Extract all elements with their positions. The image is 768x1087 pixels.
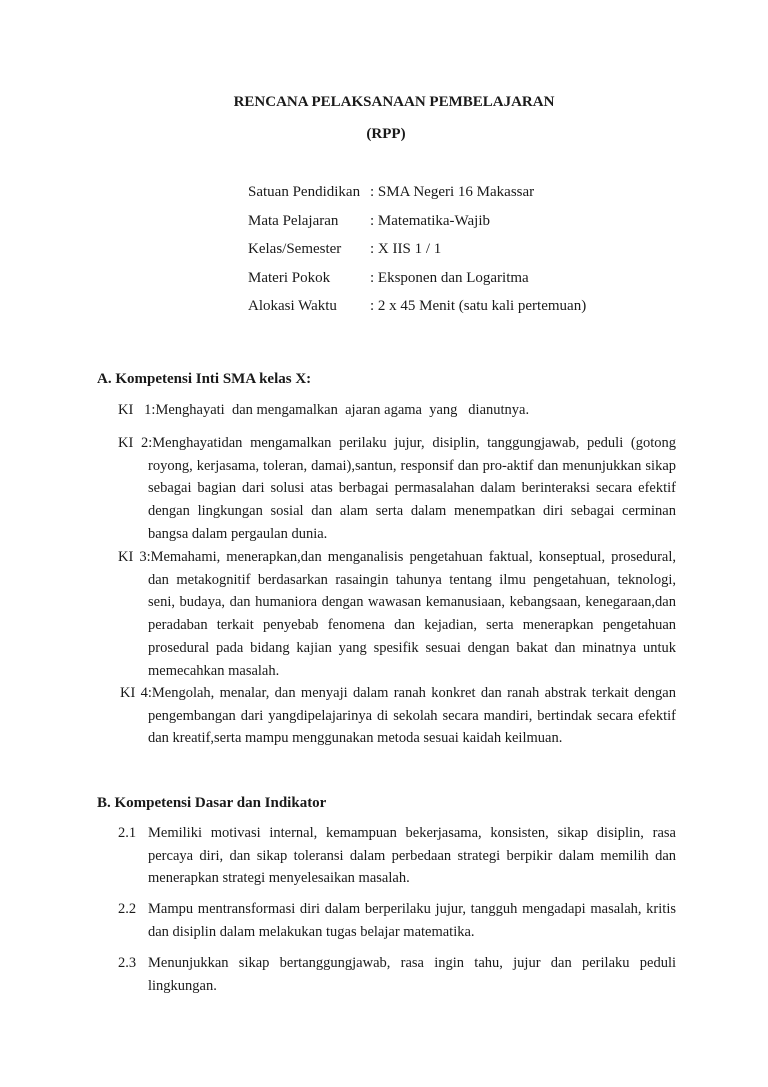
- kd-item-body: Menunjukkan sikap bertanggungjawab, rasa ingin tahu, jujur dan perilaku peduli lingkungan.: [148, 955, 676, 994]
- ki-item-text: KI 2:Menghayatidan mengamalkan perilaku jujur, disiplin, tanggungjawab, peduli (gotong royong, kerjasama, toleran, damai),santun, responsif dan pro-aktif dan menunjukkan sikap sebagai bagian dari solusi atas berbagai permasalahan dalam berinteraksi secara efektif dengan lingkungan sosial dan alam serta dalam menempatkan diri sebagai cerminan bangsa dalam pergaulan dunia.: [118, 435, 676, 542]
- kd-item-number: 2.1: [118, 825, 137, 841]
- identity-row: [248, 296, 586, 325]
- kd-item-number: 2.3: [118, 955, 137, 971]
- ki-item-1: [118, 399, 676, 422]
- kd-item-text: [118, 952, 676, 997]
- ki-item-text: KI 1:Menghayati dan mengamalkan ajaran agama yang dianutnya.: [118, 402, 530, 418]
- kd-item-2-1: [118, 822, 676, 890]
- identity-row: [248, 268, 586, 297]
- identity-value: : SMA Negeri 16 Makassar: [370, 184, 535, 200]
- identity-value: : X IIS 1 / 1: [370, 241, 442, 257]
- identity-row: [248, 182, 586, 211]
- ki-item-2: [118, 432, 676, 546]
- section-b-heading: B. Kompetensi Dasar dan Indikator: [97, 795, 327, 811]
- kd-item-text: [118, 898, 676, 943]
- identity-value: : 2 x 45 Menit (satu kali pertemuan): [370, 298, 587, 314]
- document-title: RENCANA PELAKSANAAN PEMBELAJARAN: [233, 94, 555, 110]
- identity-row: [248, 211, 586, 240]
- ki-item-3: [118, 546, 676, 682]
- kd-item-text: [118, 822, 676, 890]
- ki-item-text: KI 3:Memahami, menerapkan,dan menganalisis pengetahuan faktual, konseptual, prosedural, dan metakognitif berdasarkan rasaingin tahunya tentang ilmu pengetahuan, teknologi, seni, budaya, dan humaniora dengan wawasan kemanusiaan, kebangsaan, kenegaraan,dan peradaban terkait penyebab fenomena dan kejadian, serta menerapkan pengetahuan prosedural pada bidang kajian yang spesifik sesuai dengan bakat dan minatnya untuk memecahkan masalah.: [118, 549, 676, 679]
- ki-item-4: [120, 682, 676, 750]
- identity-label: Kelas/Semester: [248, 241, 342, 257]
- document-subtitle: (RPP): [366, 126, 406, 142]
- kd-item-number: 2.2: [118, 901, 137, 917]
- identity-value: : Matematika-Wajib: [370, 212, 490, 229]
- identity-label: Satuan Pendidikan: [248, 184, 361, 200]
- kd-item-2-3: [118, 952, 676, 997]
- kd-item-body: Memiliki motivasi internal, kemampuan bekerjasama, konsisten, sikap disiplin, rasa percaya diri, dan sikap toleransi dalam perbedaan strategi berpikir dalam memilih dan menerapkan strategi menyelesaikan masalah.: [148, 825, 676, 887]
- section-a-heading: A. Kompetensi Inti SMA kelas X:: [97, 371, 312, 387]
- identity-table: [248, 182, 586, 325]
- identity-label: Materi Pokok: [248, 269, 331, 286]
- kd-item-body: Mampu mentransformasi diri dalam berperilaku jujur, tangguh mengadapi masalah, kritis dan disiplin dalam melakukan tugas belajar matematika.: [148, 901, 676, 940]
- ki-item-text: KI 4:Mengolah, menalar, dan menyaji dalam ranah konkret dan ranah abstrak terkait dengan pengembangan dari yangdipelajarinya di sekolah secara mandiri, bertindak secara efektif dan kreatif,serta mampu menggunakan metoda sesuai kaidah keilmuan.: [120, 685, 676, 747]
- identity-row: [248, 239, 586, 268]
- identity-label: Alokasi Waktu: [248, 298, 337, 314]
- identity-label: Mata Pelajaran: [248, 212, 339, 229]
- kd-item-2-2: [118, 898, 676, 943]
- identity-value: : Eksponen dan Logaritma: [370, 269, 529, 286]
